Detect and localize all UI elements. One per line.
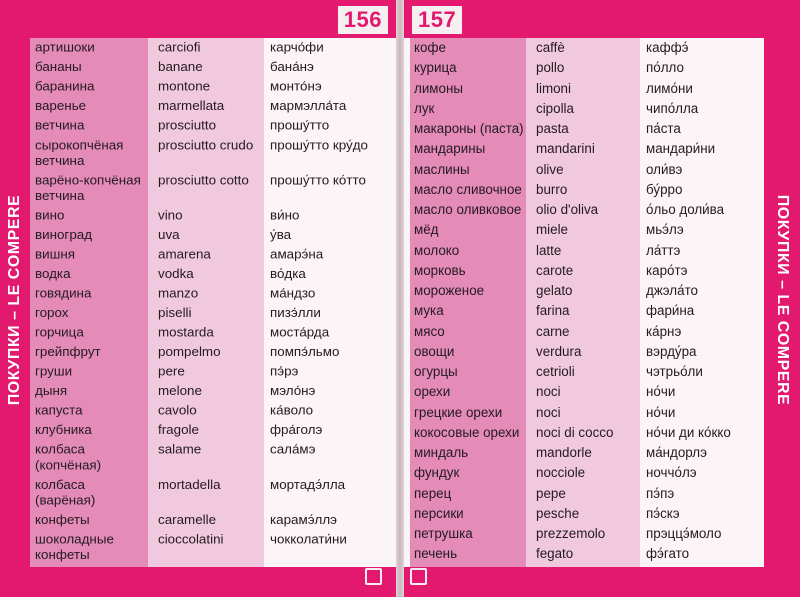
italian-word: prosciutto	[158, 118, 217, 133]
italian-word: mandarini	[536, 141, 595, 157]
left-page	[0, 0, 396, 597]
transcription: вэрду́ра	[646, 343, 697, 359]
table-row	[30, 77, 396, 97]
italian-word: mandorle	[536, 445, 592, 461]
transcription: ви́но	[270, 207, 300, 223]
italian-word: manzo	[158, 285, 199, 301]
russian-word: ветчина	[35, 118, 85, 133]
italian-word: cetrioli	[536, 364, 575, 380]
italian-word: mortadella	[158, 477, 221, 492]
transcription: мармэлла́та	[270, 98, 347, 114]
transcription: фэ́гато	[646, 546, 690, 562]
transcription: амарэ́на	[270, 246, 324, 262]
table-row	[404, 38, 764, 58]
table-row	[404, 342, 764, 362]
transcription: монто́нэ	[270, 78, 322, 94]
russian-word: масло оливковое	[414, 202, 522, 218]
table-rows	[30, 38, 396, 565]
italian-word: pepe	[536, 485, 566, 501]
italian-word: fragole	[158, 422, 199, 438]
transcription: сала́мэ	[270, 442, 316, 457]
table-row	[30, 58, 396, 78]
russian-word: морковь	[414, 262, 466, 278]
russian-word: дыня	[35, 383, 68, 399]
italian-word: vodka	[158, 266, 194, 282]
section-title-vertical: ПОКУПКИ – LE COMPERE	[6, 194, 23, 406]
table-row	[404, 241, 764, 261]
italian-word: verdura	[536, 343, 582, 359]
side-tab	[0, 0, 30, 597]
table-row	[30, 530, 396, 565]
russian-word: масло сливочное	[414, 181, 522, 197]
table-row	[404, 160, 764, 180]
transcription: каффэ́	[646, 40, 689, 56]
italian-word: amarena	[158, 246, 211, 262]
russian-word: артишоки	[35, 39, 95, 55]
italian-word: noci	[536, 404, 561, 420]
italian-word: prezzemolo	[536, 526, 606, 542]
italian-word: gelato	[536, 283, 573, 299]
table-row	[30, 382, 396, 402]
russian-word: мороженое	[414, 283, 485, 299]
table-row	[404, 322, 764, 342]
transcription: прэццэ́моло	[646, 526, 722, 542]
russian-word: мёд	[414, 222, 439, 238]
table-row	[30, 475, 396, 510]
transcription: прошу́тто	[270, 118, 330, 133]
table-row	[404, 362, 764, 382]
transcription: бана́нэ	[270, 59, 314, 75]
transcription: пизэ́лли	[270, 305, 321, 321]
italian-word: cipolla	[536, 100, 574, 116]
table-row	[30, 510, 396, 530]
italian-word: cavolo	[158, 402, 197, 418]
italian-word: burro	[536, 181, 568, 197]
russian-word: лук	[414, 100, 435, 116]
russian-word: перец	[414, 485, 452, 501]
table-row	[30, 362, 396, 382]
russian-word: грецкие орехи	[414, 404, 503, 420]
italian-word: prosciutto cotto	[158, 172, 249, 188]
table-row	[30, 225, 396, 245]
russian-word: колбаса (варёная)	[35, 477, 96, 508]
italian-word: farina	[536, 303, 570, 319]
russian-word: петрушка	[414, 526, 473, 542]
italian-word: marmellata	[158, 98, 225, 114]
table-rows	[404, 38, 764, 565]
russian-word: печень	[414, 546, 458, 562]
russian-word: кофе	[414, 40, 446, 56]
top-frame	[0, 0, 396, 38]
table-row	[404, 484, 764, 504]
transcription: но́чи ди ко́кко	[646, 424, 731, 440]
italian-word: prosciutto crudo	[158, 137, 254, 153]
italian-word: limoni	[536, 80, 571, 96]
italian-word: cioccolatini	[158, 531, 224, 547]
bottom-frame	[0, 567, 396, 597]
russian-word: огурцы	[414, 364, 458, 380]
transcription: чэтрьо́ли	[646, 364, 703, 380]
section-title-vertical: ПОКУПКИ – LE COMPERE	[774, 194, 791, 406]
table-row	[30, 116, 396, 136]
russian-word: овощи	[414, 343, 455, 359]
table-row	[404, 301, 764, 321]
russian-word: мука	[414, 303, 444, 319]
table-row	[404, 119, 764, 139]
russian-word: грейпфрут	[35, 344, 101, 360]
russian-word: мясо	[414, 323, 445, 339]
italian-word: olive	[536, 161, 564, 177]
italian-word: latte	[536, 242, 562, 258]
italian-word: olio d'oliva	[536, 202, 599, 218]
transcription: оли́вэ	[646, 161, 683, 177]
russian-word: груши	[35, 363, 73, 379]
table-row	[30, 206, 396, 226]
italian-word: uva	[158, 227, 180, 242]
table-row	[404, 99, 764, 119]
table-row	[404, 220, 764, 240]
table-row	[404, 58, 764, 78]
russian-word: лимоны	[414, 80, 463, 96]
table-row	[404, 524, 764, 544]
transcription: во́дка	[270, 266, 306, 282]
russian-word: мандарины	[414, 141, 486, 157]
italian-word: pere	[158, 363, 185, 379]
table-row	[404, 423, 764, 443]
russian-word: фундук	[414, 465, 460, 481]
russian-word: конфеты	[35, 512, 90, 527]
transcription: ла́ттэ	[646, 242, 681, 258]
italian-word: mostarda	[158, 324, 214, 340]
table-row	[30, 245, 396, 265]
table-row	[30, 323, 396, 343]
italian-word: carote	[536, 262, 574, 278]
table-row	[30, 97, 396, 117]
table-row	[30, 303, 396, 323]
russian-word: горох	[35, 305, 69, 321]
table-row	[404, 79, 764, 99]
table-row	[30, 284, 396, 304]
italian-word: carne	[536, 323, 570, 339]
table-row	[404, 504, 764, 524]
table-row	[404, 544, 764, 564]
italian-word: banane	[158, 59, 203, 75]
transcription: мэло́нэ	[270, 383, 316, 399]
transcription: па́ста	[646, 121, 681, 137]
table-row	[404, 180, 764, 200]
vocabulary-table	[30, 38, 396, 567]
russian-word: горчица	[35, 324, 84, 340]
transcription: моста́рда	[270, 324, 330, 340]
table-row	[404, 463, 764, 483]
russian-word: говядина	[35, 285, 92, 301]
transcription: мьэ́лэ	[646, 222, 684, 238]
transcription: карчо́фи	[270, 39, 324, 55]
italian-word: pesche	[536, 505, 580, 521]
russian-word: бананы	[35, 59, 82, 75]
russian-word: орехи	[414, 384, 451, 400]
russian-word: капуста	[35, 402, 83, 418]
italian-word: vino	[158, 207, 183, 223]
russian-word: курица	[414, 60, 457, 76]
russian-word: баранина	[35, 78, 95, 94]
table-row	[30, 264, 396, 284]
book-gutter	[396, 0, 404, 597]
russian-word: маслины	[414, 161, 470, 177]
table-row	[30, 136, 396, 171]
italian-word: noci	[536, 384, 561, 400]
transcription: бу́рро	[646, 181, 683, 197]
russian-word: вино	[35, 207, 65, 223]
russian-word: сырокопчёная ветчина	[35, 137, 124, 168]
italian-word: caffè	[536, 40, 565, 56]
table-row	[404, 281, 764, 301]
italian-word: nocciole	[536, 465, 586, 481]
transcription: чипо́лла	[646, 100, 699, 116]
right-page	[404, 0, 800, 597]
table-row	[404, 139, 764, 159]
transcription: прошу́тто ко́тто	[270, 172, 366, 188]
table-row	[30, 440, 396, 475]
side-tab	[764, 0, 800, 597]
transcription: фари́на	[646, 303, 695, 319]
transcription: но́чи	[646, 384, 676, 400]
table-row	[404, 403, 764, 423]
russian-word: макароны (паста)	[414, 121, 524, 137]
table-row	[30, 38, 396, 58]
transcription: лимо́ни	[646, 80, 693, 96]
transcription: джэла́то	[646, 283, 698, 299]
table-row	[404, 382, 764, 402]
italian-word: melone	[158, 383, 202, 399]
transcription: пэ́рэ	[270, 363, 299, 379]
russian-word: виноград	[35, 227, 93, 242]
italian-word: salame	[158, 442, 202, 457]
transcription: помпэ́льмо	[270, 344, 340, 360]
table-row	[404, 261, 764, 281]
transcription: каро́тэ	[646, 262, 688, 278]
page-number: 156	[338, 6, 388, 34]
russian-word: персики	[414, 505, 464, 521]
italian-word: pollo	[536, 60, 565, 76]
italian-word: noci di cocco	[536, 424, 614, 440]
transcription: пэ́скэ	[646, 505, 680, 521]
transcription: о́льо доли́ва	[646, 202, 725, 218]
italian-word: caramelle	[158, 512, 217, 527]
transcription: ка́рнэ	[646, 323, 682, 339]
transcription: ма́ндзо	[270, 285, 316, 301]
bookmark-tab-icon	[365, 568, 382, 585]
transcription: ма́ндорлэ	[646, 445, 707, 461]
bookmark-tab-icon	[410, 568, 427, 585]
transcription: ка́воло	[270, 402, 314, 418]
russian-word: вишня	[35, 246, 75, 262]
italian-word: pompelmo	[158, 344, 221, 360]
russian-word: водка	[35, 266, 71, 282]
transcription: карамэ́ллэ	[270, 512, 337, 527]
russian-word: колбаса (копчёная)	[35, 442, 102, 473]
transcription: чокколати́ни	[270, 531, 347, 547]
russian-word: клубника	[35, 422, 92, 438]
italian-word: pasta	[536, 121, 569, 137]
transcription: но́чи	[646, 404, 676, 420]
russian-word: кокосовые орехи	[414, 424, 520, 440]
bottom-frame	[404, 567, 800, 597]
italian-word: fegato	[536, 546, 574, 562]
russian-word: молоко	[414, 242, 460, 258]
vocabulary-table	[404, 38, 764, 567]
transcription: пэ́пэ	[646, 485, 675, 501]
transcription: по́лло	[646, 60, 684, 76]
top-frame	[404, 0, 800, 38]
table-row	[30, 401, 396, 421]
table-row	[404, 200, 764, 220]
table-row	[30, 342, 396, 362]
russian-word: шоколадные конфеты	[35, 531, 114, 563]
transcription: у́ва	[270, 227, 292, 242]
table-row	[30, 421, 396, 441]
transcription: мортадэ́лла	[270, 477, 346, 492]
transcription: фра́голэ	[270, 422, 323, 438]
table-row	[404, 443, 764, 463]
italian-word: carciofi	[158, 39, 201, 55]
transcription: мандари́ни	[646, 141, 716, 157]
transcription: прошу́тто кру́до	[270, 137, 368, 153]
russian-word: варенье	[35, 98, 87, 114]
table-row	[30, 171, 396, 206]
italian-word: piselli	[158, 305, 192, 321]
russian-word: миндаль	[414, 445, 469, 461]
transcription: ноччо́лэ	[646, 465, 697, 481]
russian-word: варёно-копчёная ветчина	[35, 172, 141, 203]
page-number: 157	[412, 6, 462, 34]
italian-word: miele	[536, 222, 568, 238]
italian-word: montone	[158, 78, 211, 94]
